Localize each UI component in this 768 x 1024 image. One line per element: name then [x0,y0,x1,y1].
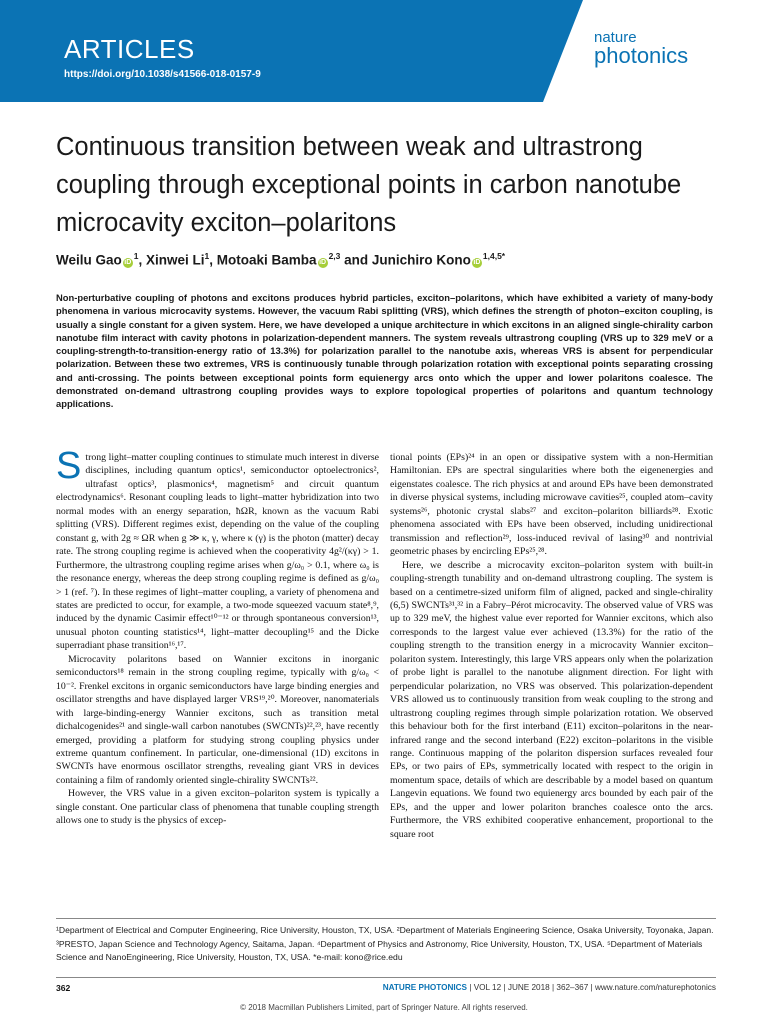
body-paragraph: tional points (EPs)²⁴ in an open or dissipative system with a non-Hermitian Hamiltonian. EPs are spectral singularities where both the eigenenergies and eigenstates coalesce. The rich physics at and around EPs have been demonstrated in diverse physical systems, including microwave cavities²⁵, coupled atom–cavity systems²⁶, photonic crystal slabs²⁷ and exciton–polariton billiards²⁸. Exotic phenomena associated with EPs have been observed, including unidirectional transmission and reflection²⁹, loss-induced revival of lasing³⁰ and nontrivial geometric phases by encircling EPs²⁵,²⁸. [390,452,713,558]
body-paragraph: Here, we describe a microcavity exciton–polariton system with built-in coupling-strength tunability and on-demand ultrastrong coupling. The system is based on a centimetre-sized uniform film of aligned, packed and single-chirality (6,5) SWCNTs³¹,³² in a Fabry–Pérot microcavity. The observed value of VRS was up to 329 meV, the highest value ever reported for Wannier excitons, which also corresponds to the largest value ever achieved (13.3%) for the ratio of the coupling strength to the transition energy in a microcavity Wannier exciton–polariton system. Interestingly, this large VRS appears only when the polarization of probe light is parallel to the nanotube alignment direction. For light with perpendicular polarization, no VRS was observed. This polarization-dependent VRS allowed us to continuously transition from weak coupling to the strong and ultrastrong coupling regimes through simple polarization rotation. We observed this behaviour both for the first interband (E11) exciton–polaritons in the near-infrared range and the second interband (E22) exciton–polaritons in the visible range. Continuous mapping of the polariton dispersion surfaces revealed four EPs, or two pairs of EPs, symmetrically located with respect to the origin in momentum space, details of which are describable by a model based on quantum Langevin equations. We found two equienergy arcs bounded by each pair of the EPs, and the upper and lower polariton branches coalesce onto the arcs. Furthermore, the VRS exhibited cooperative enhancement, proportional to the square root [390,559,713,840]
journal-logo [594,30,688,67]
orcid-icon[interactable]: iD [473,258,481,266]
journal-citation [383,983,716,992]
orcid-icon[interactable]: iD [319,258,327,266]
doi-link[interactable]: https://doi.org/10.1038/s41566-018-0157-9 [64,69,261,80]
author-separator: and [340,252,372,268]
section-label: ARTICLES [64,34,195,64]
journal-info[interactable]: | VOL 12 | JUNE 2018 | 362–367 | www.nature.com/naturephotonics [467,983,716,992]
author-affiliation: 1 [204,251,210,261]
body-column-right [390,451,713,841]
journal-logo-line2: photonics [594,43,689,68]
author-separator: , [138,252,147,268]
author-name[interactable]: Motoaki Bamba [216,252,317,268]
author-name[interactable]: Xinwei Li [146,252,205,268]
author-separator: , [209,252,217,268]
author-list [56,251,505,268]
banner-angled-edge [543,0,583,102]
author-affiliation: 2,3 [328,251,341,261]
author-name[interactable]: Weilu Gao [56,252,122,268]
article-banner [0,0,768,102]
abstract: Non-perturbative coupling of photons and excitons produces hybrid particles, exciton–polaritons, which have exhibited a variety of many-body phenomena in various microcavity systems. However, the vacuum Rabi splitting (VRS), which defines the strength of photon–exciton coupling, is usually a single constant for a given system. Here, we have developed a unique architecture in which excitons in an aligned single-chirality carbon nanotube film interact with cavity photons in polarization-dependent manners. The system reveals ultrastrong coupling (VRS up to 329 meV or a coupling-strength-to-transition-energy ratio of 13.3%) for polarization parallel to the nanotube axis, whereas VRS is absent for perpendicular polarization. Between these two extremes, VRS is continuously tunable through polarization rotation with exceptional points separating crossing and anti-crossing. The points between exceptional points form equienergy arcs onto which the upper and lower polaritons coalesce. The demonstrated on-demand ultrastrong coupling provides ways to explore topological properties of polaritons and quantum technology applications. [56,292,713,410]
author-affiliation: 1,4,5* [482,251,506,261]
drop-cap: S [56,445,82,487]
article-title: Continuous transition between weak and ultrastrong coupling through exceptional points in carbon nanotube microcavity exciton–polaritons [56,133,682,237]
body-paragraph [56,445,379,653]
journal-logo-line1: nature [594,29,637,46]
body-text: trong light–matter coupling continues to stimulate much interest in diverse disciplines, including quantum optics¹, semiconductor optoelectronics², ultrafast optics³, plasmonics⁴, magnetism⁵ and circuit quantum electrodynamics⁶. Resonant coupling leads to light–matter hybridization into two normal modes with an energy separation, ħΩR, known as the vacuum Rabi splitting (VRS). Different regimes exist, depending on the value of the coupling constant g, with 2g ≈ ΩR when g ≫ κ, γ, where κ (γ) is the photon (matter) decay rate. The strong coupling regime is achieved when the cooperativity 4g²/(κγ) > 1. Furthermore, the ultrastrong coupling regime arises when g/ω₀ > 0.1, where ω₀ is the resonance energy, whereas the deep strong coupling regime is defined as g/ω₀ > 1 (ref. ⁷). In these regimes of light–matter coupling, a variety of phenomena and states are predicted to occur, for example, a two-mode squeezed vacuum state⁸,⁹, induced by the dynamic Casimir effect¹⁰⁻¹² or through spontaneous conversion¹³, unusual photon counting statistics¹⁴, light–matter decoupling¹⁵ and the Dicke superradiant phase transition¹⁶,¹⁷. [56,452,379,652]
journal-name: NATURE PHOTONICS [382,983,468,992]
copyright-notice: © 2018 Macmillan Publishers Limited, part of Springer Nature. All rights reserved. [240,1003,528,1012]
body-paragraph: However, the VRS value in a given exciton–polariton system is typically a single constant. One particular class of phenomena that tunable coupling strength allows one to study is the physics of excep- [56,788,379,827]
body-column-left [56,445,379,828]
orcid-icon[interactable]: iD [124,258,132,266]
page-number: 362 [56,983,71,993]
body-paragraph: Microcavity polaritons based on Wannier excitons in inorganic semiconductors¹⁸ remain in the strong coupling regime, typically with g/ω₀ < 10⁻². Frenkel excitons in organic semiconductors have large binding energies and oscillator strengths and have displayed larger VRS¹⁹,²⁰. Moreover, nanomaterials with large-binding-energy Wannier excitons, such as transition metal dichalcogenides²¹ and single-wall carbon nanotubes (SWCNTs)²²,²³, have recently emerged, providing a platform for studying strong coupling physics under extreme quantum confinement. In particular, one-dimensional (1D) excitons in SWCNTs have enormous oscillator strengths, revealing giant VRS in devices containing a film of randomly oriented single-chirality SWCNTs²². [56,653,379,786]
affiliations-footnote: ¹Department of Electrical and Computer Engineering, Rice University, Houston, TX, USA. ²Department of Materials Engineering Science, Osaka University, Toyonaka, Japan. ³PRESTO, Japan Science and Technology Agency, Saitama, Japan. ⁴Department of Physics and Astronomy, Rice University, Houston, TX, USA. ⁵Department of Materials Science and NanoEngineering, Rice University, Houston, TX, USA. *e-mail: kono@rice.edu [56,925,714,962]
author-affiliation: 1 [133,251,139,261]
author-name[interactable]: Junichiro Kono [371,252,471,268]
footer-divider [56,977,716,978]
footnote-divider [56,918,716,919]
